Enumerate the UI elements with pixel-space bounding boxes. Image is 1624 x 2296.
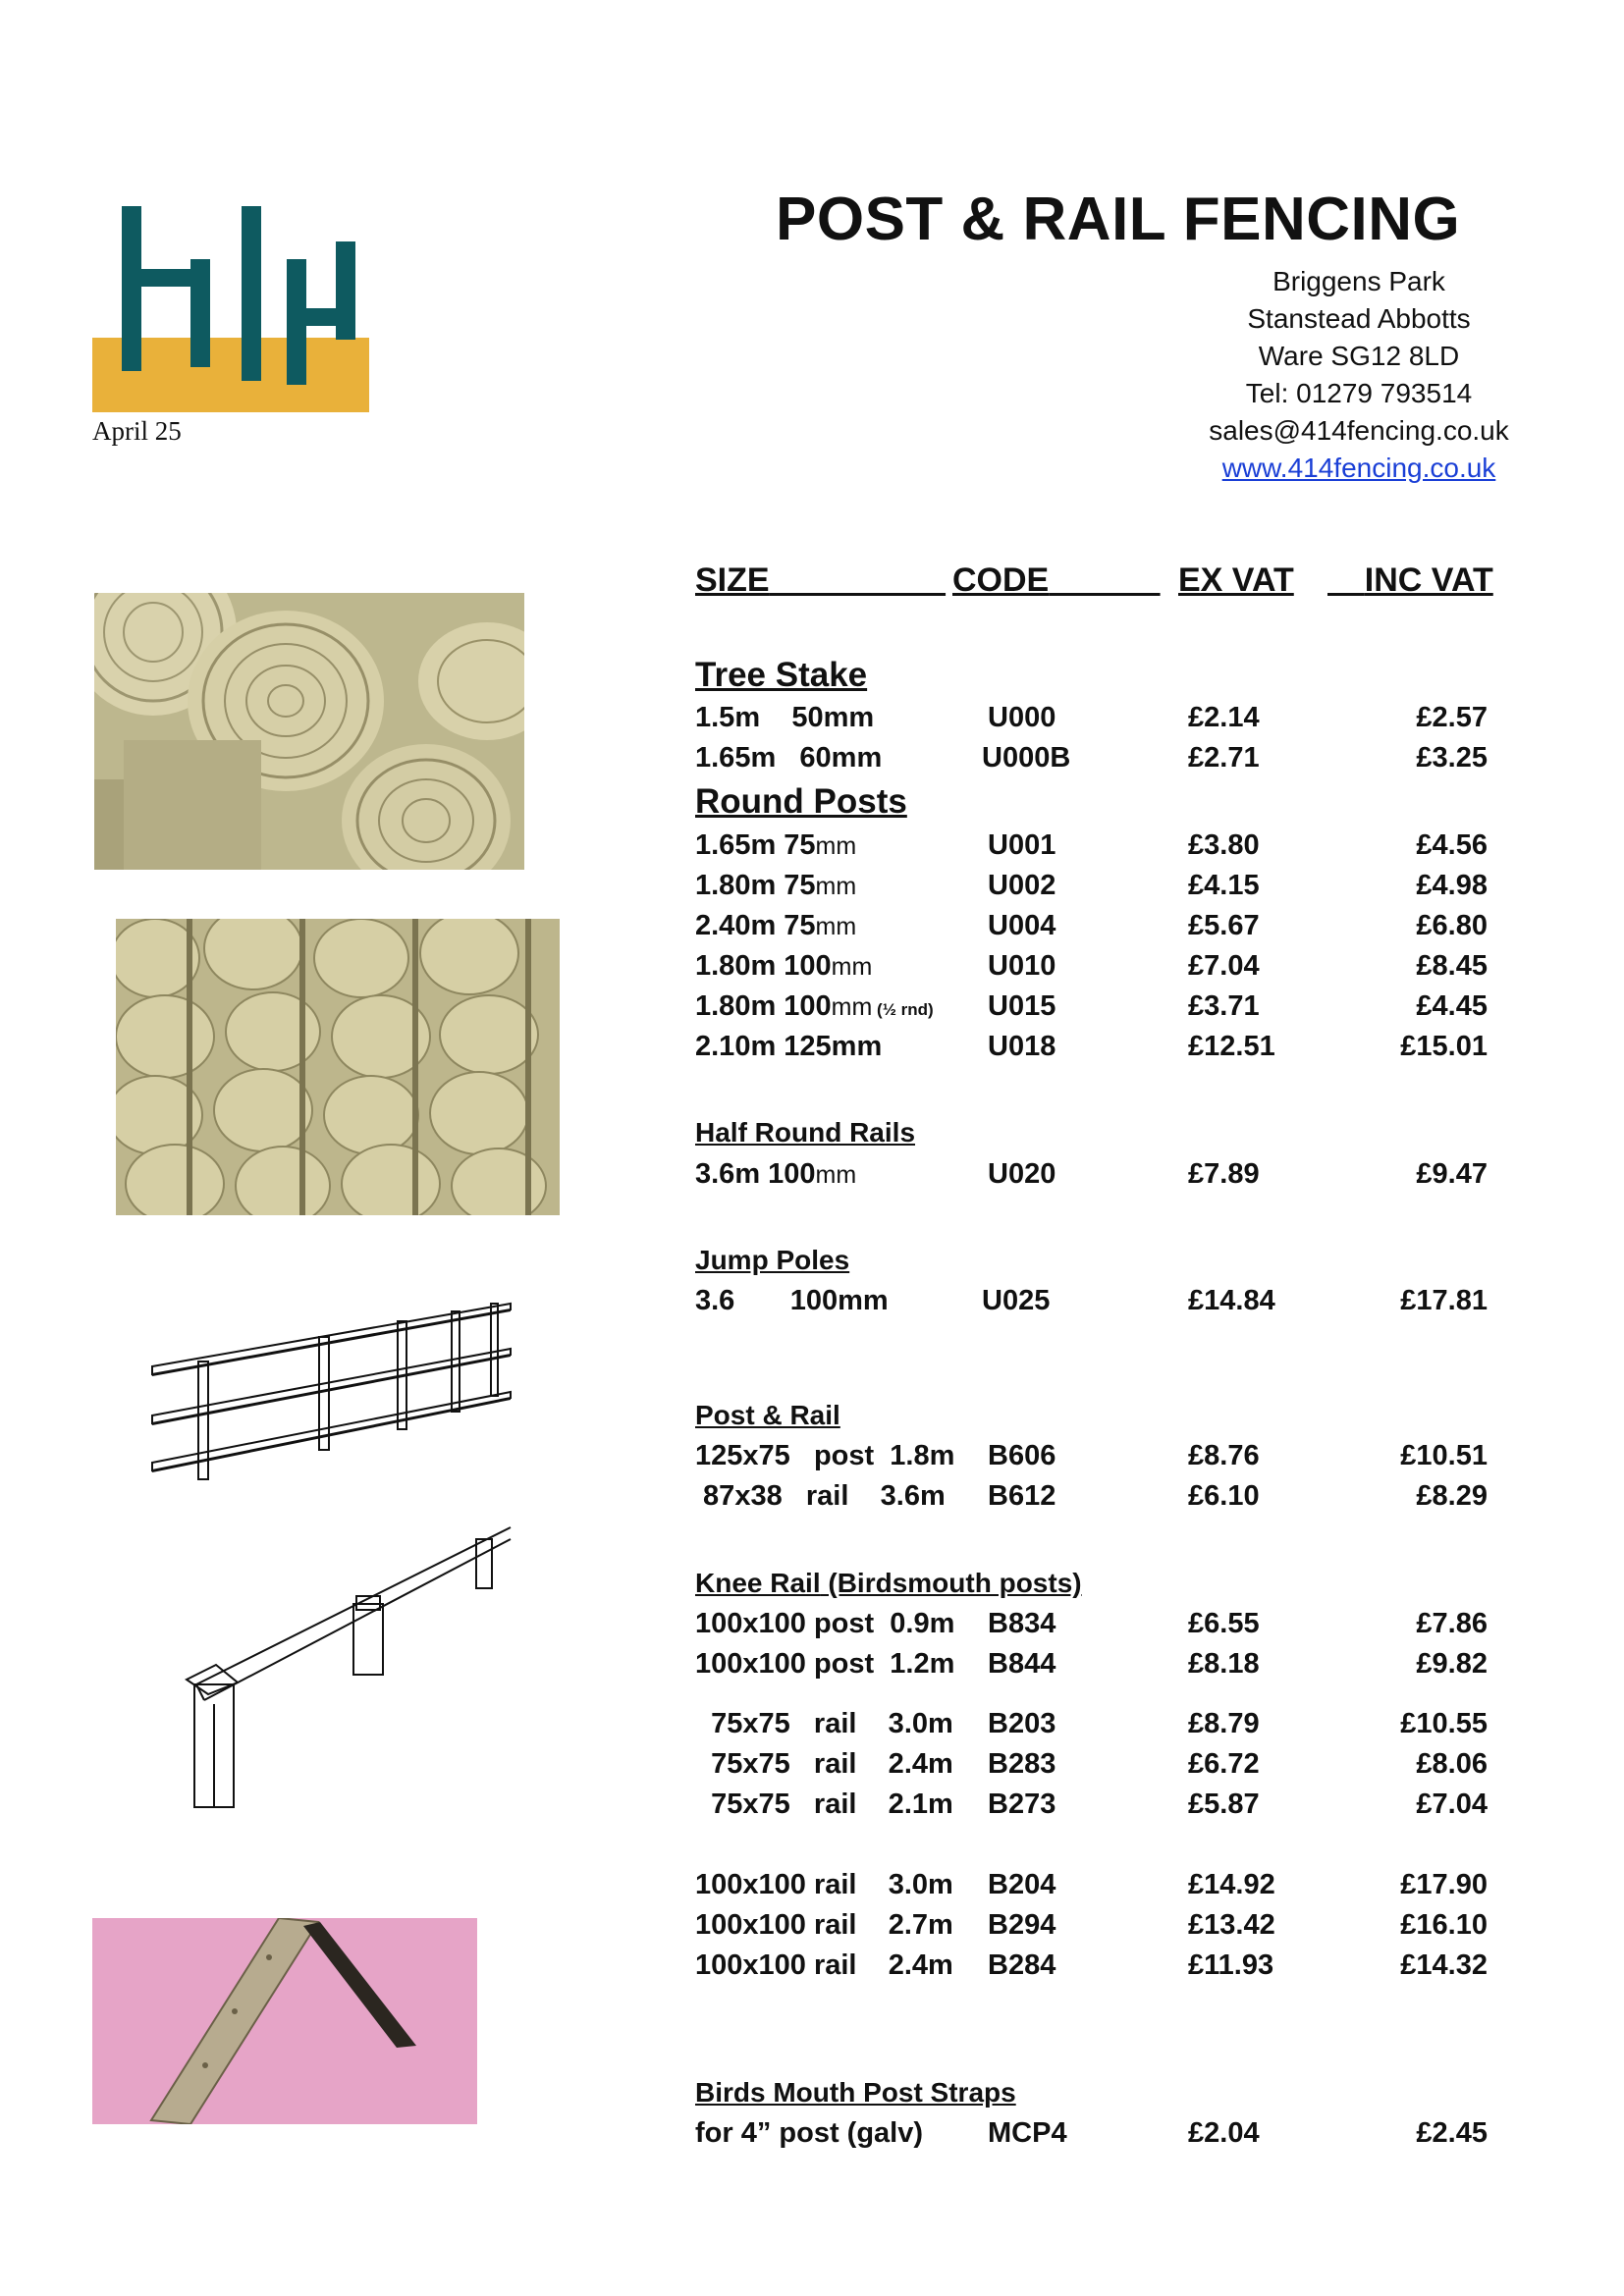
- section-round-posts: Round Posts: [695, 782, 907, 821]
- post-and-rail-drawing: [147, 1298, 520, 1484]
- table-row: 1.80m 75mm U002 £4.15 £4.98: [695, 870, 1488, 901]
- half-round-rails-photo: [116, 919, 560, 1215]
- table-row: 100x100 rail 2.4m B284 £11.93 £14.32: [695, 1949, 1488, 1981]
- table-row: 75x75 rail 3.0m B203 £8.79 £10.55: [695, 1708, 1488, 1739]
- section-knee-rail: Knee Rail (Birdsmouth posts): [695, 1568, 1082, 1598]
- post-strap-photo: [92, 1918, 477, 2124]
- table-row: 125x75 post 1.8m B606 £8.76 £10.51: [695, 1440, 1488, 1471]
- table-row: 100x100 rail 3.0m B204 £14.92 £17.90: [695, 1869, 1488, 1900]
- knee-rail-drawing: [157, 1518, 520, 1812]
- table-row: 100x100 post 1.2m B844 £8.18 £9.82: [695, 1648, 1488, 1680]
- address-line: Stanstead Abbotts: [1247, 303, 1471, 334]
- section-tree-stake: Tree Stake: [695, 656, 868, 694]
- address-line: Ware SG12 8LD: [1258, 341, 1460, 371]
- email-address: sales@414fencing.co.uk: [1209, 415, 1509, 446]
- section-post-and-rail: Post & Rail: [695, 1400, 840, 1430]
- round-posts-photo: [94, 593, 524, 870]
- table-row: 1.65m 75mm U001 £3.80 £4.56: [695, 829, 1488, 861]
- column-headers: [695, 561, 1493, 605]
- table-row: 100x100 post 0.9m B834 £6.55 £7.86: [695, 1608, 1488, 1639]
- section-half-round-rails: Half Round Rails: [695, 1117, 916, 1148]
- address-line: Briggens Park: [1272, 266, 1445, 296]
- col-size: SIZE: [695, 561, 770, 599]
- table-row: 1.80m 100mm U010 £7.04 £8.45: [695, 950, 1488, 982]
- company-address: [1197, 263, 1521, 487]
- table-row: 2.40m 75mm U004 £5.67 £6.80: [695, 910, 1488, 941]
- table-row: 87x38 rail 3.6m B612 £6.10 £8.29: [695, 1480, 1488, 1512]
- phone-number: Tel: 01279 793514: [1245, 378, 1473, 408]
- page-title: POST & RAIL FENCING: [776, 186, 1461, 253]
- table-row: 100x100 rail 2.7m B294 £13.42 £16.10: [695, 1909, 1488, 1941]
- table-row: 2.10m 125mm U018 £12.51 £15.01: [695, 1031, 1488, 1062]
- col-code: CODE: [952, 561, 1050, 599]
- table-row: 3.6 100mm U025 £14.84 £17.81: [695, 1285, 1488, 1316]
- section-post-straps: Birds Mouth Post Straps: [695, 2077, 1016, 2108]
- table-row: 1.5m 50mm U000 £2.14 £2.57: [695, 702, 1488, 733]
- col-inc-vat: INC VAT: [1364, 561, 1493, 599]
- website-link[interactable]: www.414fencing.co.uk: [1221, 453, 1496, 483]
- table-row: 75x75 rail 2.1m B273 £5.87 £7.04: [695, 1789, 1488, 1820]
- table-row: for 4” post (galv) MCP4 £2.04 £2.45: [695, 2117, 1488, 2149]
- section-jump-poles: Jump Poles: [695, 1245, 850, 1275]
- table-row: 1.65m 60mm U000B £2.71 £3.25: [695, 742, 1488, 774]
- company-logo: [92, 202, 369, 412]
- document-date: April 25: [92, 416, 182, 446]
- col-ex-vat: EX VAT: [1178, 561, 1294, 599]
- table-row: 1.80m 100mm (½ rnd) U015 £3.71 £4.45: [695, 990, 1488, 1022]
- table-row: 75x75 rail 2.4m B283 £6.72 £8.06: [695, 1748, 1488, 1780]
- table-row: 3.6m 100mm U020 £7.89 £9.47: [695, 1158, 1488, 1190]
